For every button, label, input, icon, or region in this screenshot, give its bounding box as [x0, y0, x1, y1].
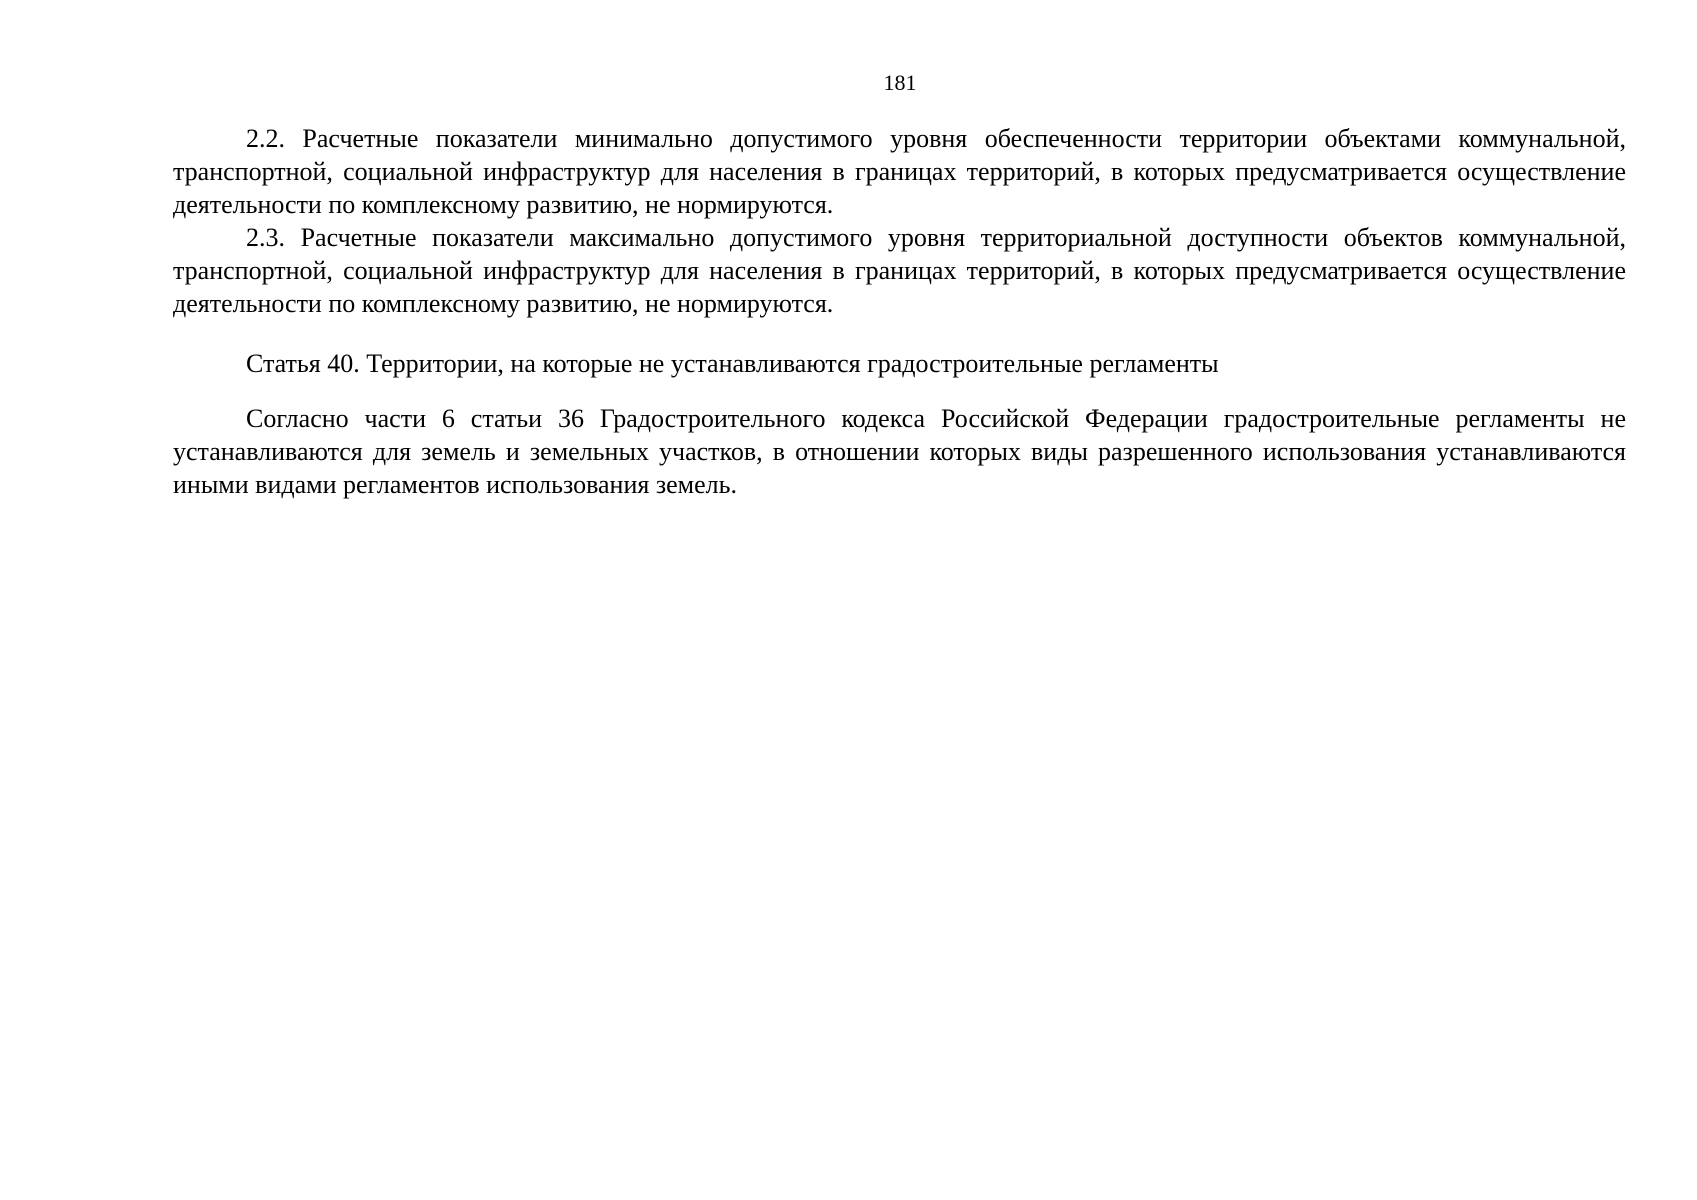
document-body — [173, 122, 1626, 501]
page-number: 181 — [883, 70, 917, 95]
article-40-body: Согласно части 6 статьи 36 Градостроительного кодекса Российской Федерации градостроительные регламенты не устанавливаются для земель и земельных участков, в отношении которых виды разрешенного использования устанавливаются иными видами регламентов использования земель. — [173, 404, 1626, 499]
paragraph-2-2: 2.2. Расчетные показатели минимально допустимого уровня обеспеченности территории объектами коммунальной, транспортной, социальной инфраструктур для населения в границах территорий, в которых предусматривается осуществление деятельности по комплексному развитию, не нормируются. — [173, 124, 1626, 219]
paragraph-2-3: 2.3. Расчетные показатели максимально допустимого уровня территориальной доступности объектов коммунальной, транспортной, социальной инфраструктур для населения в границах территорий, в которых предусматривается осуществление деятельности по комплексному развитию, не нормируются. — [173, 223, 1626, 318]
article-40-heading: Статья 40. Территории, на которые не устанавливаются градостроительные регламенты — [246, 349, 1219, 378]
